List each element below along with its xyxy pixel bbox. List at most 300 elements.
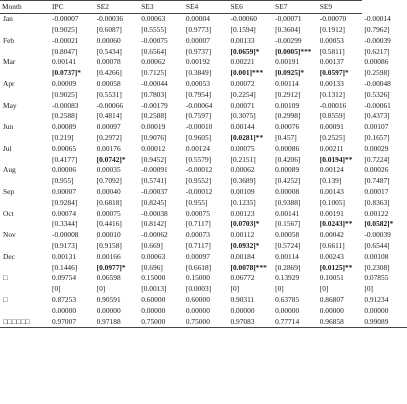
- table-cell: [0.1567]: [275, 219, 301, 229]
- table-cell: 0.00078: [96, 57, 121, 67]
- row-label: [0, 305, 50, 316]
- table-row: [0, 24, 407, 35]
- table-cell: -0.00060: [230, 14, 257, 24]
- table-cell: [0.6087]: [96, 24, 122, 34]
- table-cell: [0.4416]: [96, 219, 122, 229]
- table-cell: 0.00124: [319, 165, 344, 175]
- table-cell: -0.00012: [185, 186, 213, 196]
- table-cell: [0.2998]: [275, 111, 301, 121]
- row-label: Nov: [3, 230, 16, 240]
- table-cell: 0.00112: [230, 230, 255, 240]
- table-cell: [0.9773]: [185, 24, 212, 34]
- table-cell: -0.00061: [364, 100, 391, 110]
- table-cell: [0.139]: [319, 176, 342, 186]
- table-cell: 0.00062: [230, 165, 255, 175]
- table-cell: [0.9173]: [52, 240, 78, 250]
- table-cell: -0.00075: [141, 35, 168, 45]
- table-cell: 0.00009: [52, 78, 77, 88]
- table-cell: [0.0003]: [185, 284, 212, 294]
- table-cell: [0.3075]: [230, 111, 256, 121]
- table-row: [0, 283, 407, 294]
- table-cell: [0.9388]: [275, 197, 301, 207]
- table-cell: [0.0659]*: [230, 46, 260, 56]
- table-cell: 0.06598: [96, 273, 121, 283]
- row-label: □: [3, 294, 8, 304]
- table-row: [0, 46, 407, 57]
- table-cell: 0.00091: [319, 122, 344, 132]
- row-label: [0, 24, 50, 35]
- table-row: [0, 35, 407, 46]
- table-cell: [0.7092]: [96, 176, 122, 186]
- table-cell: -0.00016: [319, 100, 347, 110]
- table-cell: [0.7487]: [364, 176, 390, 186]
- table-cell: 0.60000: [185, 294, 210, 304]
- table-cell: 0.00166: [96, 251, 121, 261]
- table-cell: [0.5579]: [185, 154, 212, 164]
- table-cell: [0.3344]: [52, 219, 78, 229]
- table-cell: -0.00037: [141, 186, 168, 196]
- table-cell: 0.00075: [96, 208, 121, 218]
- table-cell: [0.4814]: [96, 111, 122, 121]
- table-cell: 0.00004: [185, 14, 210, 24]
- header-month: Month: [0, 1, 50, 14]
- table-cell: [0.5434]: [96, 46, 122, 56]
- table-cell: 0.00141: [52, 57, 77, 67]
- table-cell: 0.06772: [230, 273, 255, 283]
- header-se6: SE6: [229, 1, 274, 14]
- table-cell: 0.00211: [319, 143, 344, 153]
- table-cell: -0.00044: [141, 78, 168, 88]
- table-cell: -0.00039: [364, 230, 391, 240]
- row-label: □□□□□□: [0, 316, 50, 327]
- table-cell: [0.1657]: [364, 132, 390, 142]
- table-cell: -0.00066: [96, 100, 124, 110]
- table-cell: 0.00108: [364, 251, 389, 261]
- table-row: [0, 186, 407, 197]
- table-cell: 0.10051: [319, 273, 344, 283]
- row-label: [0, 219, 50, 230]
- table-cell: 0.09754: [52, 273, 77, 283]
- table-cell: 0.00191: [319, 208, 344, 218]
- table-cell: 0.60000: [141, 294, 166, 304]
- table-cell: [0.9452]: [141, 154, 167, 164]
- table-cell: [0.5811]: [319, 46, 345, 56]
- header-se7: SE7: [273, 1, 318, 14]
- row-label: Feb: [3, 35, 15, 45]
- table-cell: 0.00065: [52, 143, 77, 153]
- table-cell: 0.00006: [52, 165, 77, 175]
- table-cell: 0.00000: [230, 305, 255, 315]
- table-cell: 0.00010: [96, 230, 121, 240]
- table-cell: [0.2254]: [230, 89, 256, 99]
- table-row: [0, 67, 407, 78]
- row-label: Jun: [3, 122, 14, 132]
- table-cell: [0.6618]: [185, 262, 212, 272]
- table-cell: [0.9552]: [185, 176, 212, 186]
- table-cell: -0.00014: [364, 13, 391, 23]
- table-cell: [0.8245]: [141, 197, 167, 207]
- table-cell: 0.00184: [230, 251, 255, 261]
- table-cell: [0.8363]: [364, 197, 390, 207]
- table-cell: 0.00097: [96, 122, 121, 132]
- row-label: [0, 111, 50, 122]
- table-cell: 0.00141: [275, 208, 300, 218]
- table-row: [0, 89, 407, 100]
- table-cell: 0.00133: [319, 78, 344, 88]
- table-cell: 0.87253: [52, 294, 77, 304]
- table-cell: [0.2869]: [275, 262, 301, 272]
- table-cell: [0.0194]**: [319, 154, 353, 164]
- table-row: [0, 240, 407, 251]
- table-cell: [0]: [96, 284, 106, 294]
- row-label: [0, 46, 50, 57]
- table-cell: -0.00021: [52, 35, 79, 45]
- table-cell: 0.00124: [185, 143, 210, 153]
- table-row: [0, 316, 407, 327]
- table-cell: [0.0013]: [141, 284, 167, 294]
- table-cell: 0.00114: [275, 78, 299, 88]
- table-cell: 0.96858: [318, 316, 363, 327]
- table-cell: 0.00062: [141, 57, 166, 67]
- table-cell: [0]: [319, 284, 329, 294]
- table-cell: [0]: [52, 284, 61, 294]
- table-row: [0, 78, 407, 89]
- table-cell: [0.2588]: [141, 111, 167, 121]
- table-cell: -0.00036: [96, 14, 124, 24]
- table-cell: [0.5741]: [141, 176, 167, 186]
- table-cell: [0.2308]: [364, 262, 390, 272]
- table-cell: [0.0005]***: [275, 46, 312, 56]
- table-cell: [0.9025]: [52, 24, 78, 34]
- table-cell: [0.7962]: [364, 24, 390, 34]
- table-cell: [0.3849]: [185, 68, 212, 78]
- row-label: [0, 283, 50, 294]
- table-cell: [0.6544]: [364, 240, 390, 250]
- table-cell: 0.00000: [52, 305, 77, 315]
- table-cell: 0.00040: [96, 186, 121, 196]
- table-cell: [0.6217]: [364, 46, 390, 56]
- table-cell: [0.0582]*: [364, 219, 394, 229]
- row-label: Apr: [3, 78, 15, 88]
- table-cell: -0.00012: [185, 165, 213, 175]
- table-cell: [0.0932]*: [230, 240, 260, 250]
- table-cell: 0.00012: [141, 143, 166, 153]
- table-cell: [0.7117]: [185, 219, 211, 229]
- table-cell: [0.0281]**: [230, 132, 264, 142]
- table-cell: 0.00060: [96, 35, 121, 45]
- table-cell: -0.00299: [275, 35, 302, 45]
- table-cell: 0.00086: [275, 143, 300, 153]
- table-cell: [0.9605]: [185, 132, 212, 142]
- table-cell: 0.00097: [185, 251, 210, 261]
- row-label: [0, 175, 50, 186]
- row-label: □: [3, 273, 8, 283]
- table-cell: [0.2525]: [319, 132, 345, 142]
- table-cell: 0.00143: [319, 186, 344, 196]
- header-se9: SE9: [318, 1, 363, 14]
- table-cell: [0.0703]*: [230, 219, 260, 229]
- table-cell: [0.7117]: [185, 240, 211, 250]
- table-cell: [0.1312]: [319, 89, 345, 99]
- table-cell: [0.3604]: [275, 24, 301, 34]
- table-cell: [0.9737]: [185, 46, 212, 56]
- table-cell: [0.2598]: [364, 68, 390, 78]
- row-label: [0, 154, 50, 165]
- table-cell: [0.4206]: [275, 154, 301, 164]
- table-cell: 0.00007: [185, 35, 210, 45]
- table-cell: [0.7125]: [141, 68, 167, 78]
- table-cell: -0.00062: [141, 230, 168, 240]
- table-cell: -0.00038: [141, 208, 168, 218]
- table-cell: 0.00076: [275, 122, 300, 132]
- table-cell: 0.00089: [52, 122, 77, 132]
- table-row: [0, 219, 407, 230]
- table-cell: [0.5531]: [96, 89, 122, 99]
- table-row: [0, 121, 407, 132]
- table-cell: [0.669]: [141, 240, 163, 250]
- table-cell: 0.86807: [319, 294, 344, 304]
- table-cell: [0.8142]: [141, 219, 167, 229]
- table-cell: 0.97083: [229, 316, 274, 327]
- table-cell: 0.00192: [185, 57, 210, 67]
- table-cell: 0.00144: [230, 122, 255, 132]
- table-cell: [0.1446]: [52, 262, 78, 272]
- table-cell: [0.4266]: [96, 68, 122, 78]
- table-cell: [0.0125]**: [319, 262, 353, 272]
- table-cell: [0.955]: [185, 197, 208, 207]
- table-cell: -0.00064: [185, 100, 213, 110]
- table-cell: [0.7224]: [364, 154, 390, 164]
- table-cell: 0.00131: [52, 251, 77, 261]
- row-label: Mar: [3, 57, 16, 67]
- row-label: Jan: [3, 14, 13, 24]
- row-label: [0, 89, 50, 100]
- table-cell: [0.0977]*: [96, 262, 126, 272]
- table-cell: 0.97188: [95, 316, 140, 327]
- table-cell: [0.6818]: [96, 197, 122, 207]
- table-row: [0, 13, 407, 24]
- table-cell: [0.0597]*: [319, 68, 349, 78]
- table-cell: -0.00039: [364, 35, 391, 45]
- row-label: Jul: [3, 143, 12, 153]
- table-cell: 0.00053: [185, 78, 210, 88]
- table-cell: [0.9076]: [141, 132, 167, 142]
- table-row: [0, 165, 407, 176]
- table-cell: 0.00071: [230, 100, 255, 110]
- table-cell: [0.0078]***: [230, 262, 267, 272]
- table-cell: 0.00007: [52, 186, 77, 196]
- table-row: [0, 273, 407, 284]
- table-cell: [0.9025]: [52, 89, 78, 99]
- row-label: [0, 240, 50, 251]
- table-cell: 0.75000: [184, 316, 229, 327]
- table-row: [0, 57, 407, 68]
- table-row: [0, 111, 407, 122]
- table-cell: 0.00000: [364, 305, 389, 315]
- table-cell: 0.00176: [96, 143, 121, 153]
- table-cell: [0]: [275, 284, 284, 294]
- table-cell: [0.1912]: [319, 24, 345, 34]
- table-cell: [0.2151]: [230, 154, 256, 164]
- table-cell: 0.00133: [230, 35, 255, 45]
- table-cell: 0.00029: [364, 143, 389, 153]
- table-cell: 0.00122: [364, 208, 389, 218]
- table-cell: [0.8559]: [319, 111, 345, 121]
- table-cell: 0.99089: [362, 316, 407, 327]
- table-row: [0, 100, 407, 111]
- row-label: Aug: [3, 165, 16, 175]
- table-cell: [0.696]: [141, 262, 163, 272]
- header-se4: SE4: [184, 1, 229, 14]
- table-cell: [0.4373]: [364, 111, 390, 121]
- table-row: [0, 175, 407, 186]
- table-cell: 0.07855: [364, 273, 389, 283]
- table-cell: -0.00008: [52, 230, 79, 240]
- table-row: [0, 305, 407, 316]
- table-cell: [0.0737]*: [52, 68, 81, 78]
- table-cell: [0.3689]: [230, 176, 256, 186]
- table-cell: 0.00072: [230, 78, 255, 88]
- table-cell: [0]: [364, 284, 373, 294]
- table-cell: 0.00243: [319, 251, 344, 261]
- table-cell: 0.00000: [275, 305, 300, 315]
- table-cell: 0.00107: [364, 122, 389, 132]
- table-cell: 0.00114: [275, 251, 299, 261]
- table-cell: -0.00070: [319, 14, 347, 24]
- table-cell: -0.00071: [275, 14, 302, 24]
- table-body: [0, 13, 407, 327]
- table-cell: 0.97007: [50, 316, 95, 327]
- table-cell: 0.77714: [273, 316, 318, 327]
- table-row: [0, 251, 407, 262]
- table-cell: 0.90591: [96, 294, 121, 304]
- table-cell: 0.15000: [141, 273, 166, 283]
- table-cell: 0.00075: [185, 208, 210, 218]
- header-row: [0, 1, 407, 14]
- table-cell: 0.00089: [275, 165, 300, 175]
- table-cell: 0.00109: [275, 100, 300, 110]
- row-label: [0, 197, 50, 208]
- table-row: [0, 294, 407, 305]
- table-cell: 0.00123: [230, 208, 255, 218]
- table-cell: 0.00000: [96, 305, 121, 315]
- table-cell: 0.00137: [319, 57, 344, 67]
- table-cell: [0.001]***: [230, 68, 264, 78]
- table-row: [0, 197, 407, 208]
- table-cell: 0.63785: [275, 294, 300, 304]
- table-cell: 0.13929: [275, 273, 300, 283]
- table-row: [0, 154, 407, 165]
- table-cell: 0.00000: [141, 305, 166, 315]
- table-cell: 0.00221: [230, 57, 255, 67]
- table-cell: -0.00083: [52, 100, 79, 110]
- row-label: Sep: [3, 186, 15, 196]
- table-cell: 0.90311: [230, 294, 255, 304]
- table-cell: [0.1005]: [319, 197, 345, 207]
- table-cell: 0.00058: [96, 78, 121, 88]
- table-cell: 0.00075: [230, 143, 255, 153]
- table-cell: [0.2972]: [96, 132, 122, 142]
- table-cell: -0.00010: [185, 122, 213, 132]
- table-row: [0, 229, 407, 240]
- table-cell: [0.1235]: [230, 197, 256, 207]
- row-label: [0, 262, 50, 273]
- table-row: [0, 132, 407, 143]
- table-cell: [0.9158]: [96, 240, 122, 250]
- table-cell: [0.955]: [52, 176, 74, 186]
- row-label: [0, 132, 50, 143]
- table-row: [0, 143, 407, 154]
- table-cell: 0.00000: [185, 305, 210, 315]
- table-cell: 0.00074: [52, 208, 77, 218]
- table-cell: 0.75000: [139, 316, 184, 327]
- table-cell: [0.5326]: [364, 89, 390, 99]
- row-label: [0, 67, 50, 78]
- table-cell: 0.00000: [319, 305, 344, 315]
- table-cell: [0]: [230, 284, 240, 294]
- header-ipc: IPC: [50, 1, 95, 14]
- table-cell: 0.00063: [141, 14, 166, 24]
- table-cell: 0.00026: [364, 165, 389, 175]
- table-cell: 0.91234: [364, 294, 389, 304]
- table-cell: 0.00073: [185, 230, 210, 240]
- table-cell: [0.1594]: [230, 24, 256, 34]
- table-cell: [0.2912]: [275, 89, 301, 99]
- table-cell: 0.00042: [319, 230, 344, 240]
- table-cell: 0.00063: [141, 251, 166, 261]
- header-se2: SE2: [95, 1, 140, 14]
- table-cell: 0.00086: [364, 57, 389, 67]
- table-cell: 0.00019: [141, 122, 166, 132]
- table-cell: [0.7954]: [185, 89, 212, 99]
- table-cell: 0.00017: [364, 186, 389, 196]
- table-cell: [0.7803]: [141, 89, 167, 99]
- table-cell: [0.5724]: [275, 240, 301, 250]
- table-cell: [0.0925]*: [275, 68, 305, 78]
- table-cell: -0.00179: [141, 100, 168, 110]
- table-cell: [0.6564]: [141, 46, 167, 56]
- table-row: [0, 262, 407, 273]
- row-label: Dec: [3, 251, 15, 261]
- table-cell: 0.00058: [275, 230, 300, 240]
- table-cell: [0.8047]: [52, 46, 78, 56]
- table-cell: 0.00035: [96, 165, 121, 175]
- table-cell: [0.9284]: [52, 197, 78, 207]
- table-cell: 0.15000: [185, 273, 210, 283]
- table-cell: -0.00007: [52, 14, 79, 24]
- table-cell: -0.00091: [141, 165, 168, 175]
- table-cell: [0.0742]*: [96, 154, 126, 164]
- table-cell: [0.7597]: [185, 111, 212, 121]
- table-cell: [0.5555]: [141, 24, 167, 34]
- table-cell: 0.00191: [275, 57, 300, 67]
- table-cell: 0.00109: [230, 186, 255, 196]
- header-se3: SE3: [139, 1, 184, 14]
- table-row: [0, 208, 407, 219]
- table-cell: [0.0243]**: [319, 219, 353, 229]
- table-cell: [0.4252]: [275, 176, 301, 186]
- table-cell: -0.00048: [364, 78, 391, 88]
- table-cell: [0.457]: [275, 132, 297, 142]
- table-cell: 0.00053: [319, 35, 344, 45]
- table-cell: [0.2588]: [52, 111, 78, 121]
- row-label: Oct: [3, 208, 14, 218]
- table-cell: 0.00008: [275, 186, 300, 196]
- table-cell: [0.6611]: [319, 240, 345, 250]
- table-cell: [0.219]: [52, 132, 74, 142]
- row-label: May: [3, 100, 17, 110]
- table-cell: [0.4177]: [52, 154, 78, 164]
